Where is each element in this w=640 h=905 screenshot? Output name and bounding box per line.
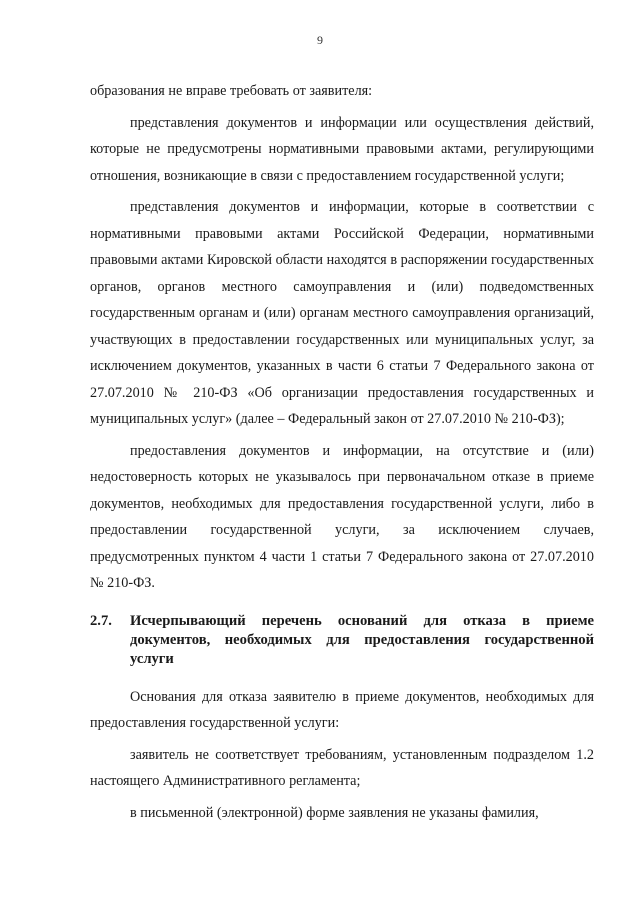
paragraph-grounds-intro: Основания для отказа заявителю в приеме документов, необходимых для предоставления государственной услуги:: [90, 688, 594, 731]
document-body: [90, 78, 594, 826]
paragraph-continuation: образования не вправе требовать от заявителя:: [90, 83, 373, 99]
paragraph-ground-1: заявитель не соответствует требованиям, установленным подразделом 1.2 настоящего Административного регламента;: [90, 746, 594, 789]
page-number: 9: [317, 33, 323, 47]
section-title: Исчерпывающий перечень оснований для отказа в приеме документов, необходимых для предоставления государственной услуги: [130, 612, 594, 667]
paragraph-ground-2: в письменной (электронной) форме заявления не указаны фамилия,: [130, 804, 539, 821]
paragraph-item-2: представления документов и информации, которые в соответствии с нормативными правовыми актами Российской Федерации, нормативными правовыми актами Кировской области находятся в распоряжении государственных органов, органов местного самоуправления и (или) подведомственных государственным органам и (или) органам местного самоуправления организаций, участвующих в предоставлении государственных или муниципальных услуг, за исключением документов, указанных в части 6 статьи 7 Федерального закона от 27.07.2010 № 210-ФЗ «Об организации предоставления государственных и муниципальных услуг» (далее – Федеральный закон от 27.07.2010 № 210-ФЗ);: [90, 199, 594, 427]
section-number: 2.7.: [90, 612, 112, 629]
paragraph-item-3: предоставления документов и информации, на отсутствие и (или) недостоверность которых не указывалось при первоначальном отказе в приеме документов, необходимых для предоставления государственной услуги, либо в предоставлении государственной услуги, за исключением случаев, предусмотренных пунктом 4 части 1 статьи 7 Федерального закона от 27.07.2010 № 210-ФЗ.: [90, 442, 594, 591]
section-heading: [90, 612, 594, 669]
paragraph-item-1: представления документов и информации или осуществления действий, которые не предусмотрены нормативными правовыми актами, регулирующими отношения, возникающие в связи с предоставлением государственной услуги;: [90, 114, 594, 184]
